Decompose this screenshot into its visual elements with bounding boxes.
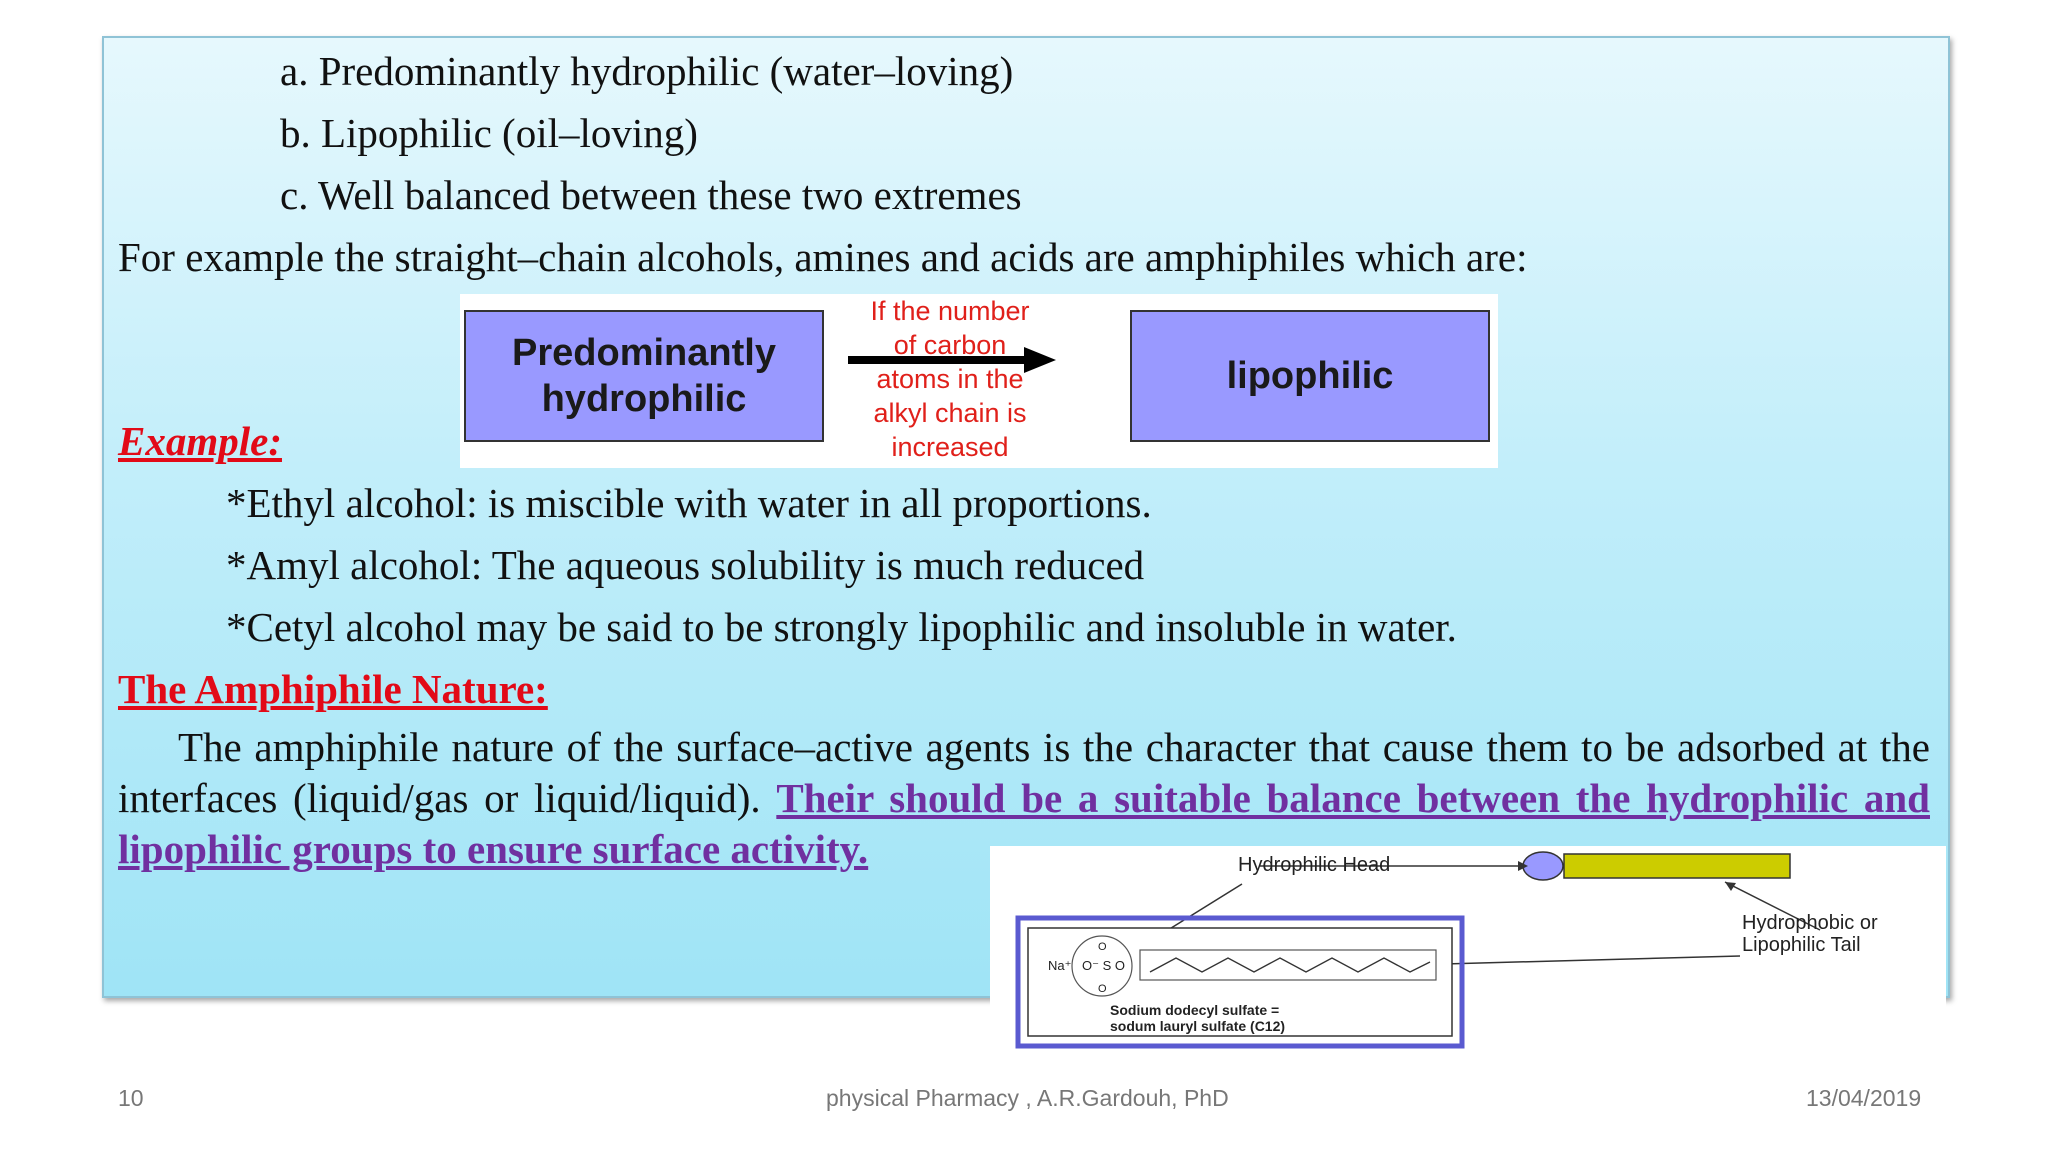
lipophilic-tail-label: Hydrophobic or Lipophilic Tail [1742, 912, 1878, 956]
sds-caption-line2: sodum lauryl sulfate (C12) [1110, 1018, 1286, 1034]
list-item-b: b. Lipophilic (oil–loving) [280, 110, 698, 156]
svg-text:O: O [1098, 983, 1107, 995]
list-item-a: a. Predominantly hydrophilic (water–loving) [280, 48, 1014, 94]
list-item-c: c. Well balanced between these two extremes [280, 172, 1022, 218]
example-amyl-alcohol: *Amyl alcohol: The aqueous solubility is much reduced [226, 542, 1145, 588]
flow-arrow-note: If the number of carbon atoms in the alkyl chain is increased [870, 296, 1030, 462]
svg-text:Na⁺: Na⁺ [1048, 958, 1072, 973]
example-ethyl-alcohol: *Ethyl alcohol: is miscible with water in all proportions. [226, 480, 1152, 526]
footer-author: physical Pharmacy , A.R.Gardouh, PhD [826, 1085, 1229, 1111]
amphiphile-heading: The Amphiphile Nature: [118, 666, 548, 712]
example-heading: Example: [118, 418, 282, 464]
svg-text:O⁻ S O: O⁻ S O [1082, 958, 1125, 973]
flow-box-hydrophilic: Predominantly hydrophilic [464, 310, 824, 442]
example-cetyl-alcohol: *Cetyl alcohol may be said to be strongly lipophilic and insoluble in water. [226, 604, 1457, 650]
paragraph-plain-text: The amphiphile nature of the surface–active agents is the character that cause them to be adsorbed at the interfaces (liquid/gas or liquid/liquid). [118, 724, 1930, 821]
paragraph-emphasis-text: Their should be a suitable balance between the hydrophilic and lipophilic groups to ensure surface activity. [118, 775, 1930, 872]
footer-date: 13/04/2019 [1806, 1085, 1922, 1111]
sds-surfactant-figure [990, 846, 1946, 1062]
sds-caption-line1: Sodium dodecyl sulfate = [1110, 1002, 1280, 1018]
right-arrow-icon [848, 344, 1058, 376]
footer-page-number: 10 [118, 1085, 144, 1111]
flow-box-lipophilic: lipophilic [1130, 310, 1490, 442]
svg-text:O: O [1098, 941, 1107, 953]
intro-text: For example the straight–chain alcohols, amines and acids are amphiphiles which are: [118, 234, 1528, 280]
hydrophilic-lipophilic-flow-diagram [460, 294, 1498, 468]
hydrophilic-head-label: Hydrophilic Head [1238, 854, 1391, 876]
